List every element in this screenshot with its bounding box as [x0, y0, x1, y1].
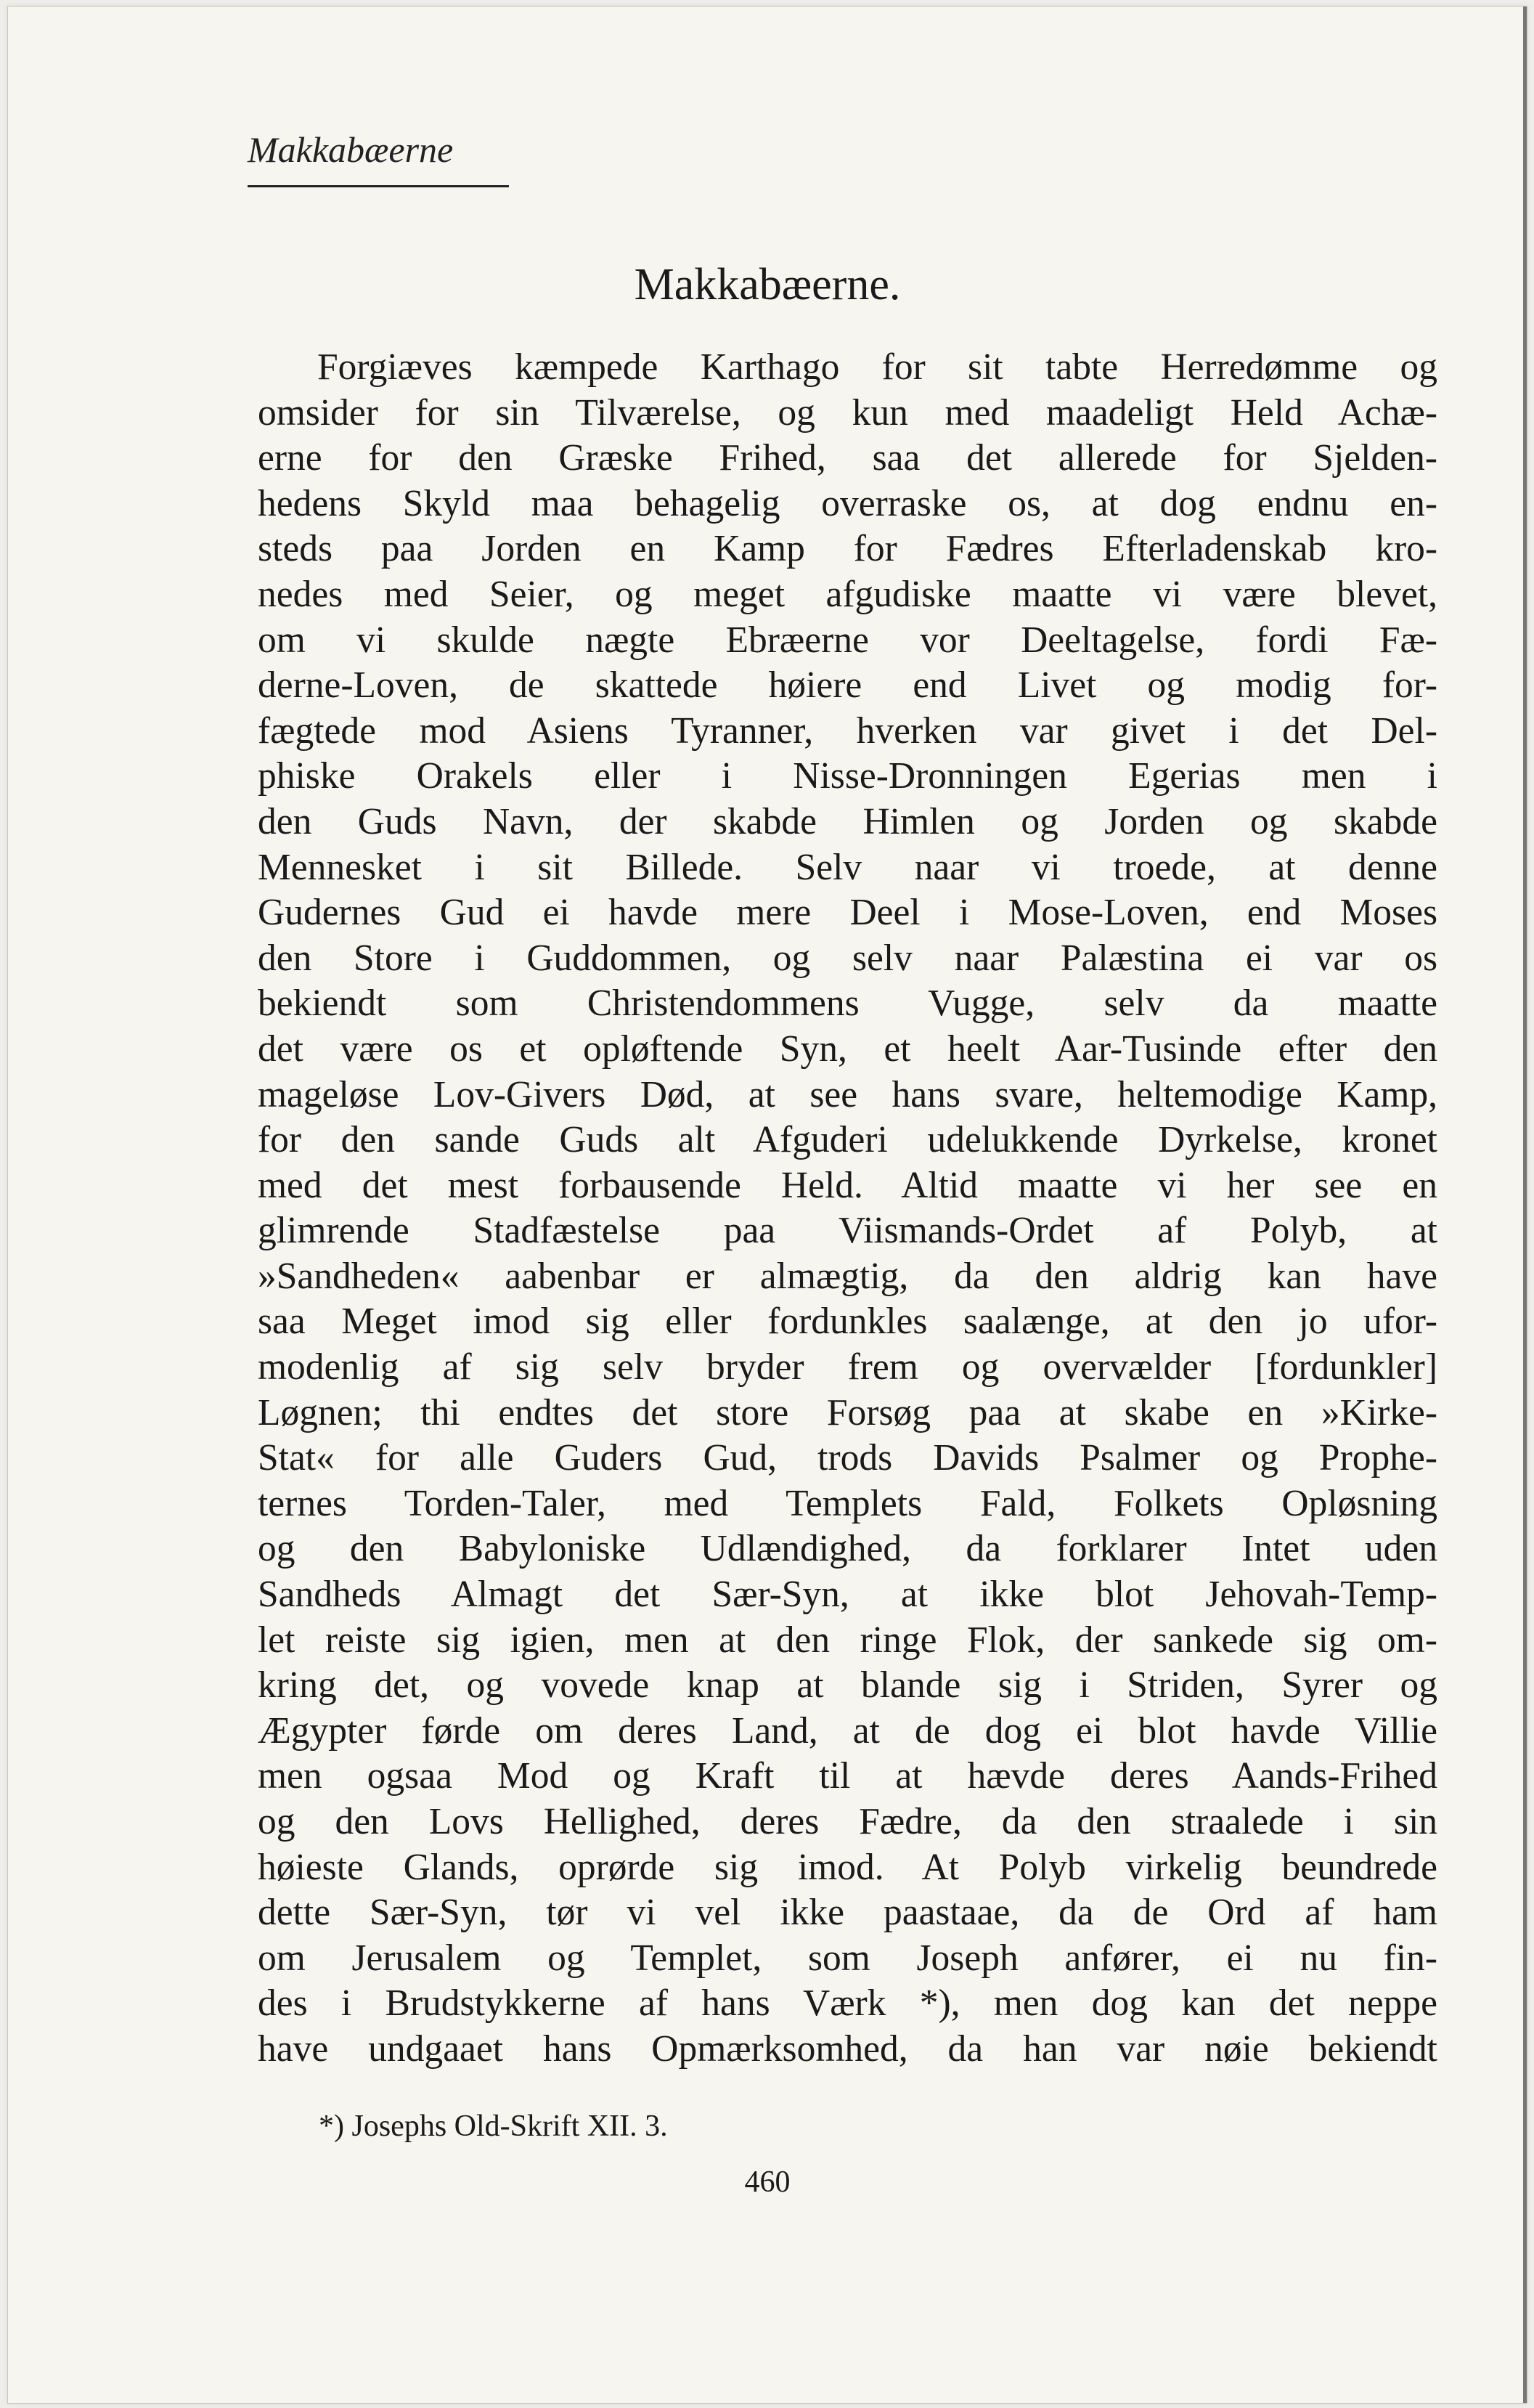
text-line: ternes Torden-Taler, med Templets Fald, Folkets Opløsning: [258, 1482, 1437, 1524]
footnote: *) Josephs Old-Skrift XII. 3.: [319, 2110, 668, 2143]
text-line: hedens Skyld maa behagelig overraske os, at dog endnu en-: [258, 482, 1437, 524]
text-line: for den sande Guds alt Afguderi udelukkende Dyrkelse, kronet: [258, 1119, 1437, 1161]
text-line: og den Lovs Hellighed, deres Fædre, da den straalede i sin: [258, 1801, 1437, 1842]
text-line: modenlig af sig selv bryder frem og overvælder [fordunkler]: [258, 1346, 1437, 1388]
text-line: den Store i Guddommen, og selv naar Palæstina ei var os: [258, 937, 1437, 979]
body-text: [258, 345, 1437, 2073]
text-line: derne-Loven, de skattede høiere end Livet og modig for-: [258, 664, 1437, 707]
text-line: dette Sær-Syn, tør vi vel ikke paastaae, da de Ord af ham: [258, 1892, 1437, 1934]
text-line: saa Meget imod sig eller fordunkles saalænge, at den jo ufor-: [258, 1301, 1437, 1343]
text-line: glimrende Stadfæstelse paa Viismands-Ordet af Polyb, at: [258, 1210, 1437, 1252]
text-line: høieste Glands, oprørde sig imod. At Polyb virkelig beundrede: [258, 1846, 1437, 1888]
text-line: den Guds Navn, der skabde Himlen og Jorden og skabde: [258, 800, 1437, 842]
text-line: let reiste sig igien, men at den ringe Flok, der sankede sig om-: [258, 1619, 1437, 1661]
text-line: det være os et opløftende Syn, et heelt Aar-Tusinde efter den: [258, 1028, 1437, 1070]
text-line: om vi skulde nægte Ebræerne vor Deeltagelse, fordi Fæ-: [258, 619, 1437, 661]
text-line: »Sandheden« aabenbar er almægtig, da den aldrig kan have: [258, 1255, 1437, 1297]
running-head-underline: [248, 185, 509, 187]
text-line: kring det, og vovede knap at blande sig i Striden, Syrer og: [258, 1664, 1437, 1707]
text-line: men ogsaa Mod og Kraft til at hævde deres Aands-Frihed: [258, 1755, 1437, 1797]
text-line: Løgnen; thi endtes det store Forsøg paa at skabe en »Kirke-: [258, 1391, 1437, 1433]
text-line: Ægypter førde om deres Land, at de dog ei blot havde Villie: [258, 1709, 1437, 1752]
text-line: Sandheds Almagt det Sær-Syn, at ikke blot Jehovah-Temp-: [258, 1574, 1437, 1616]
text-line: have undgaaet hans Opmærksomhed, da han var nøie bekiendt: [258, 2027, 1437, 2070]
text-line: Gudernes Gud ei havde mere Deel i Mose-Loven, end Moses: [258, 892, 1437, 934]
text-line: Forgiæves kæmpede Karthago for sit tabte Herredømme og: [317, 346, 1437, 388]
text-line: bekiendt som Christendommens Vugge, selv da maatte: [258, 983, 1437, 1025]
running-head: Makkabæerne: [248, 129, 454, 170]
text-line: fægtede mod Asiens Tyranner, hverken var givet i det Del-: [258, 709, 1437, 752]
text-line: og den Babyloniske Udlændighed, da forklarer Intet uden: [258, 1528, 1437, 1570]
page: [7, 6, 1527, 2404]
text-line: des i Brudstykkerne af hans Værk *), men dog kan det neppe: [258, 1982, 1437, 2025]
text-line: med det mest forbausende Held. Altid maatte vi her see en: [258, 1164, 1437, 1206]
text-line: steds paa Jorden en Kamp for Fædres Efterladenskab kro-: [258, 528, 1437, 570]
chapter-title: Makkabæerne.: [634, 260, 901, 309]
text-line: phiske Orakels eller i Nisse-Dronningen Egerias men i: [258, 755, 1437, 797]
text-line: mageløse Lov-Givers Død, at see hans svare, heltemodige Kamp,: [258, 1073, 1437, 1115]
text-line: nedes med Seier, og meget afgudiske maatte vi være blevet,: [258, 573, 1437, 615]
text-line: Mennesket i sit Billede. Selv naar vi troede, at denne: [258, 846, 1437, 888]
text-line: omsider for sin Tilværelse, og kun med maadeligt Held Achæ-: [258, 391, 1437, 434]
text-line: Stat« for alle Guders Gud, trods Davids Psalmer og Prophe-: [258, 1437, 1437, 1479]
text-line: om Jerusalem og Templet, som Joseph anfører, ei nu fin-: [258, 1937, 1437, 1979]
page-number: 460: [744, 2165, 791, 2199]
text-line: erne for den Græske Frihed, saa det allerede for Sjelden-: [258, 437, 1437, 479]
